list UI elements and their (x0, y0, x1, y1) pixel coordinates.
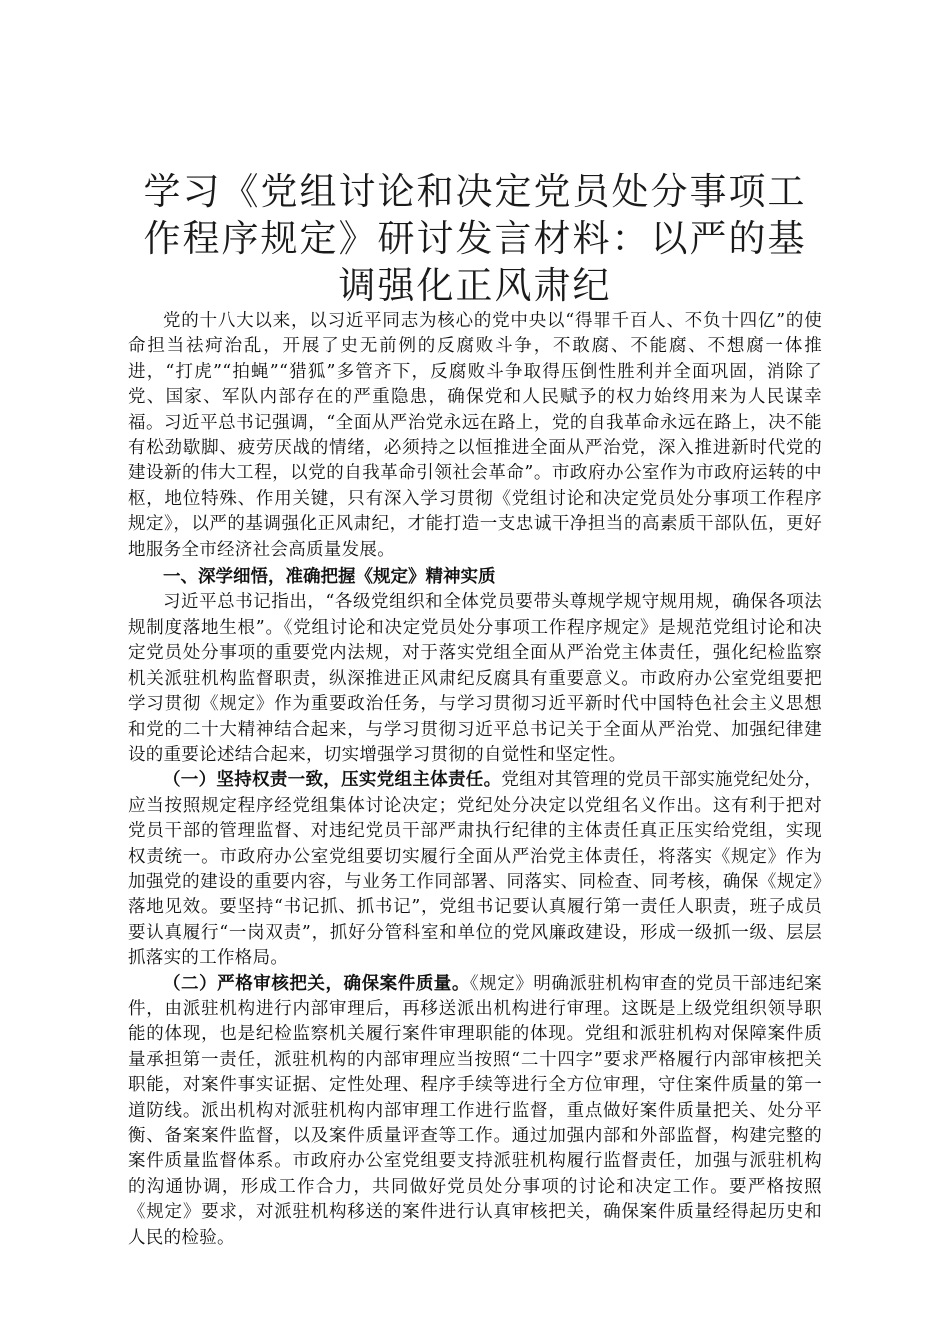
subsection-1-lead: （一）坚持权责一致，压实党组主体责任。 (163, 770, 502, 791)
subsection-2-lead: （二）严格审核把关，确保案件质量。 (163, 973, 470, 994)
subsection-1-body: 党组对其管理的党员干部实施党纪处分，应当按照规定程序经党组集体讨论决定；党纪处分决定以党组名义作出。这有利于把对党员干部的管理监督、对违纪党员干部严肃执行纪律的主体责任真正压实给党组，实现权责统一。市政府办公室党组要切实履行全面从严治党主体责任，将落实《规定》作为加强党的建设的重要内容，与业务工作同部署、同落实、同检查、同考核，确保《规定》落地见效。要坚持“书记抓、抓书记”，党组书记要认真履行第一责任人职责，班子成员要认真履行“一岗双责”，抓好分管科室和单位的党风廉政建设，形成一级抓一级、层层抓落实的工作格局。 (128, 770, 822, 969)
document-page (128, 168, 822, 1251)
subsection-1-paragraph (128, 768, 822, 971)
section-1-paragraph: 习近平总书记指出，“各级党组织和全体党员要带头尊规学规守规用规，确保各项法规制度落地生根”。《党组讨论和决定党员处分事项工作程序规定》是规范党组讨论和决定党员处分事项的重要党内法规，对于落实党组全面从严治党主体责任，强化纪检监察机关派驻机构监督职责，纵深推进正风肃纪反腐具有重要意义。市政府办公室党组要把学习贯彻《规定》作为重要政治任务，与学习贯彻习近平新时代中国特色社会主义思想和党的二十大精神结合起来，与学习贯彻习近平总书记关于全面从严治党、加强纪律建设的重要论述结合起来，切实增强学习贯彻的自觉性和坚定性。 (128, 592, 822, 765)
section-heading-1: 一、深学细悟，准确把握《规定》精神实质 (163, 567, 496, 588)
document-title: 学习《党组讨论和决定党员处分事项工作程序规定》研讨发言材料：以严的基调强化正风肃纪 (143, 170, 807, 307)
intro-paragraph: 党的十八大以来，以习近平同志为核心的党中央以“得罪千百人、不负十四亿”的使命担当祛疴治乱，开展了史无前例的反腐败斗争，不敢腐、不能腐、不想腐一体推进，“打虎”“拍蝇”“猎狐”多管齐下，反腐败斗争取得压倒性胜利并全面巩固，消除了党、国家、军队内部存在的严重隐患，确保党和人民赋予的权力始终用来为人民谋幸福。习近平总书记强调，“全面从严治党永远在路上，党的自我革命永远在路上，决不能有松劲歇脚、疲劳厌战的情绪，必须持之以恒推进全面从严治党，深入推进新时代党的建设新的伟大工程，以党的自我革命引领社会革命”。市政府办公室作为市政府运转的中枢，地位特殊、作用关键，只有深入学习贯彻《党组讨论和决定党员处分事项工作程序规定》，以严的基调强化正风肃纪，才能打造一支忠诚干净担当的高素质干部队伍，更好地服务全市经济社会高质量发展。 (128, 311, 822, 560)
subsection-2-paragraph (128, 972, 822, 1251)
subsection-2-body: 《规定》明确派驻机构审查的党员干部违纪案件，由派驻机构进行内部审理后，再移送派出机构进行审理。这既是上级党组织领导职能的体现，也是纪检监察机关履行案件审理职能的体现。党组和派驻机构对保障案件质量承担第一责任，派驻机构的内部审理应当按照“二十四字”要求严格履行内部审核把关职能，对案件事实证据、定性处理、程序手续等进行全方位审理，守住案件质量的第一道防线。派出机构对派驻机构内部审理工作进行监督，重点做好案件质量把关、处分平衡、备案案件监督，以及案件质量评查等工作。通过加强内部和外部监督，构建完整的案件质量监督体系。市政府办公室党组要支持派驻机构履行监督责任，加强与派驻机构的沟通协调，形成工作合力，共同做好党员处分事项的讨论和决定工作。要严格按照《规定》要求，对派驻机构移送的案件进行认真审核把关，确保案件质量经得起历史和人民的检验。 (128, 973, 822, 1248)
